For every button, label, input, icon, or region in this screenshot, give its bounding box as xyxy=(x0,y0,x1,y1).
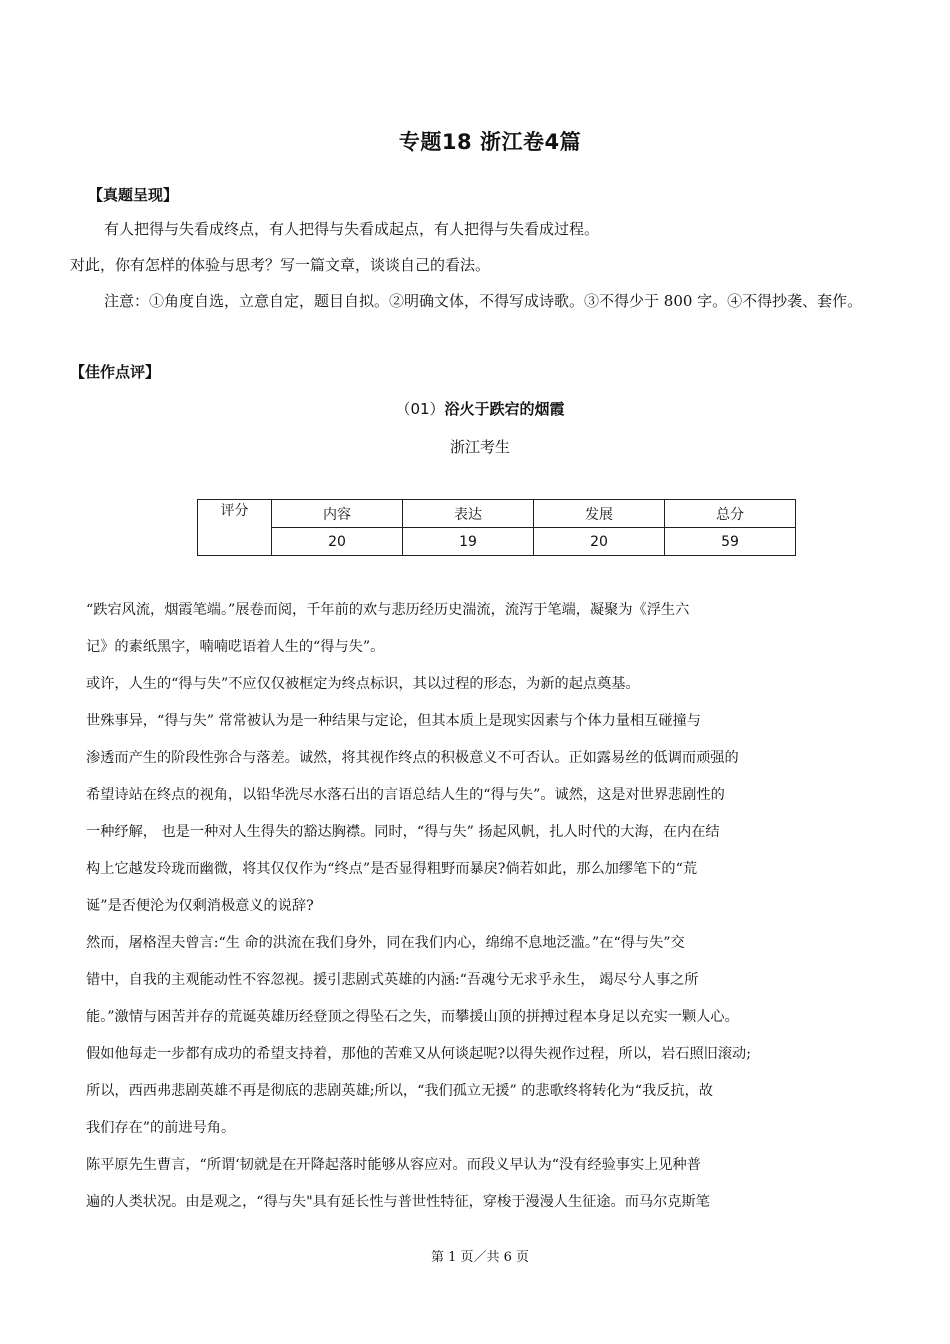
essay-line: 记》的素纸黑字，喃喃呓语着人生的“得与失”。 xyxy=(86,639,385,655)
essay-line: 希望诗站在终点的视角，以铅华洗尽水落石出的言语总结人生的“得与失”。诚然，这是对世界悲剧性的 xyxy=(86,787,725,803)
essay-body xyxy=(86,592,876,1221)
score-value-development: 20 xyxy=(534,528,665,556)
score-value-content: 20 xyxy=(272,528,403,556)
section-heading-review: 【佳作点评】 xyxy=(70,363,161,381)
essay-line: 世殊事异，“得与失” 常常被认为是一种结果与定论，但其本质上是现实因素与个体力量相互碰撞与 xyxy=(86,713,701,729)
score-header-expression: 表达 xyxy=(403,500,534,528)
question-line-1: 有人把得与失看成终点，有人把得与失看成起点，有人把得与失看成过程。 xyxy=(104,220,600,238)
essay-line: 诞”是否便沦为仅剩消极意义的说辞? xyxy=(86,898,314,914)
essay-line: 遍的人类状况。由是观之，“得与失"具有延长性与普世性特征，穿梭于漫漫人生征途。而马尔克斯笔 xyxy=(86,1194,710,1210)
score-table xyxy=(197,499,796,556)
essay-line: 能。”激情与困苦并存的荒诞英雄历经登顶之得坠石之失，而攀援山顶的拼搏过程本身足以充实一颗人心。 xyxy=(86,1009,739,1025)
essay-title: 浴火于跌宕的烟霞 xyxy=(444,400,565,418)
score-value-total: 59 xyxy=(665,528,796,556)
section-heading-question: 【真题呈现】 xyxy=(88,186,179,204)
score-header-total: 总分 xyxy=(665,500,796,528)
score-value-row xyxy=(198,528,796,556)
essay-line: 然而，屠格涅夫曾言:“生 命的洪流在我们身外，同在我们内心，绵绵不息地泛滥。”在“得与失”交 xyxy=(86,935,685,951)
essay-line: 我们存在”的前进号角。 xyxy=(86,1120,236,1136)
essay-author: 浙江考生 xyxy=(449,438,510,456)
document-title: 专题18 浙江卷4篇 xyxy=(398,130,582,154)
essay-line: 错中，自我的主观能动性不容忽视。援引悲剧式英雄的内涵:“吾魂兮无求乎永生， 竭尽兮人事之所 xyxy=(86,972,699,988)
question-line-2: 对此，你有怎样的体验与思考？写一篇文章，谈谈自己的看法。 xyxy=(70,256,491,274)
essay-line: 渗透而产生的阶段性弥合与落差。诚然，将其视作终点的积极意义不可否认。正如露易丝的低调而顽强的 xyxy=(86,750,739,766)
essay-number: （01） xyxy=(395,400,445,418)
essay-line: 构上它越发玲珑而幽微，将其仅仅作为“终点”是否显得粗野而暴戾?倘若如此，那么加缪笔下的“荒 xyxy=(86,861,698,877)
page-footer: 第 1 页／共 6 页 xyxy=(430,1250,530,1265)
essay-line: 假如他每走一步都有成功的希望支持着，那他的苦难又从何谈起呢?以得失视作过程，所以，岩石照旧滚动; xyxy=(86,1046,752,1062)
essay-line: 一种纾解， 也是一种对人生得失的豁达胸襟。同时，“得与失” 扬起风帆，扎人时代的大海，在内在结 xyxy=(86,824,720,840)
score-header-content: 内容 xyxy=(272,500,403,528)
essay-title-line xyxy=(0,398,950,419)
score-header-row xyxy=(198,500,796,528)
question-line-3: 注意：①角度自选，立意自定，题目自拟。②明确文体，不得写成诗歌。③不得少于 800 字。④不得抄袭、套作。 xyxy=(104,292,863,310)
score-value-expression: 19 xyxy=(403,528,534,556)
essay-line: 陈平原先生曹言，“所谓‘韧就是在开降起落时能够从容应对。而段义早认为“没有经验事实上见种普 xyxy=(86,1157,701,1173)
score-row-label: 评分 xyxy=(198,500,272,556)
score-header-development: 发展 xyxy=(534,500,665,528)
essay-line: 所以，西西弗悲剧英雄不再是彻底的悲剧英雄;所以，“我们孤立无援” 的悲歌终将转化为“我反抗，故 xyxy=(86,1083,713,1099)
essay-line: “跌宕风流，烟霞笔端。”展卷而阅，千年前的欢与悲历经历史湍流，流泻于笔端，凝聚为《浮生六 xyxy=(86,602,690,618)
essay-line: 或许，人生的“得与失”不应仅仅被框定为终点标识，其以过程的形态，为新的起点奠基。 xyxy=(86,676,640,692)
